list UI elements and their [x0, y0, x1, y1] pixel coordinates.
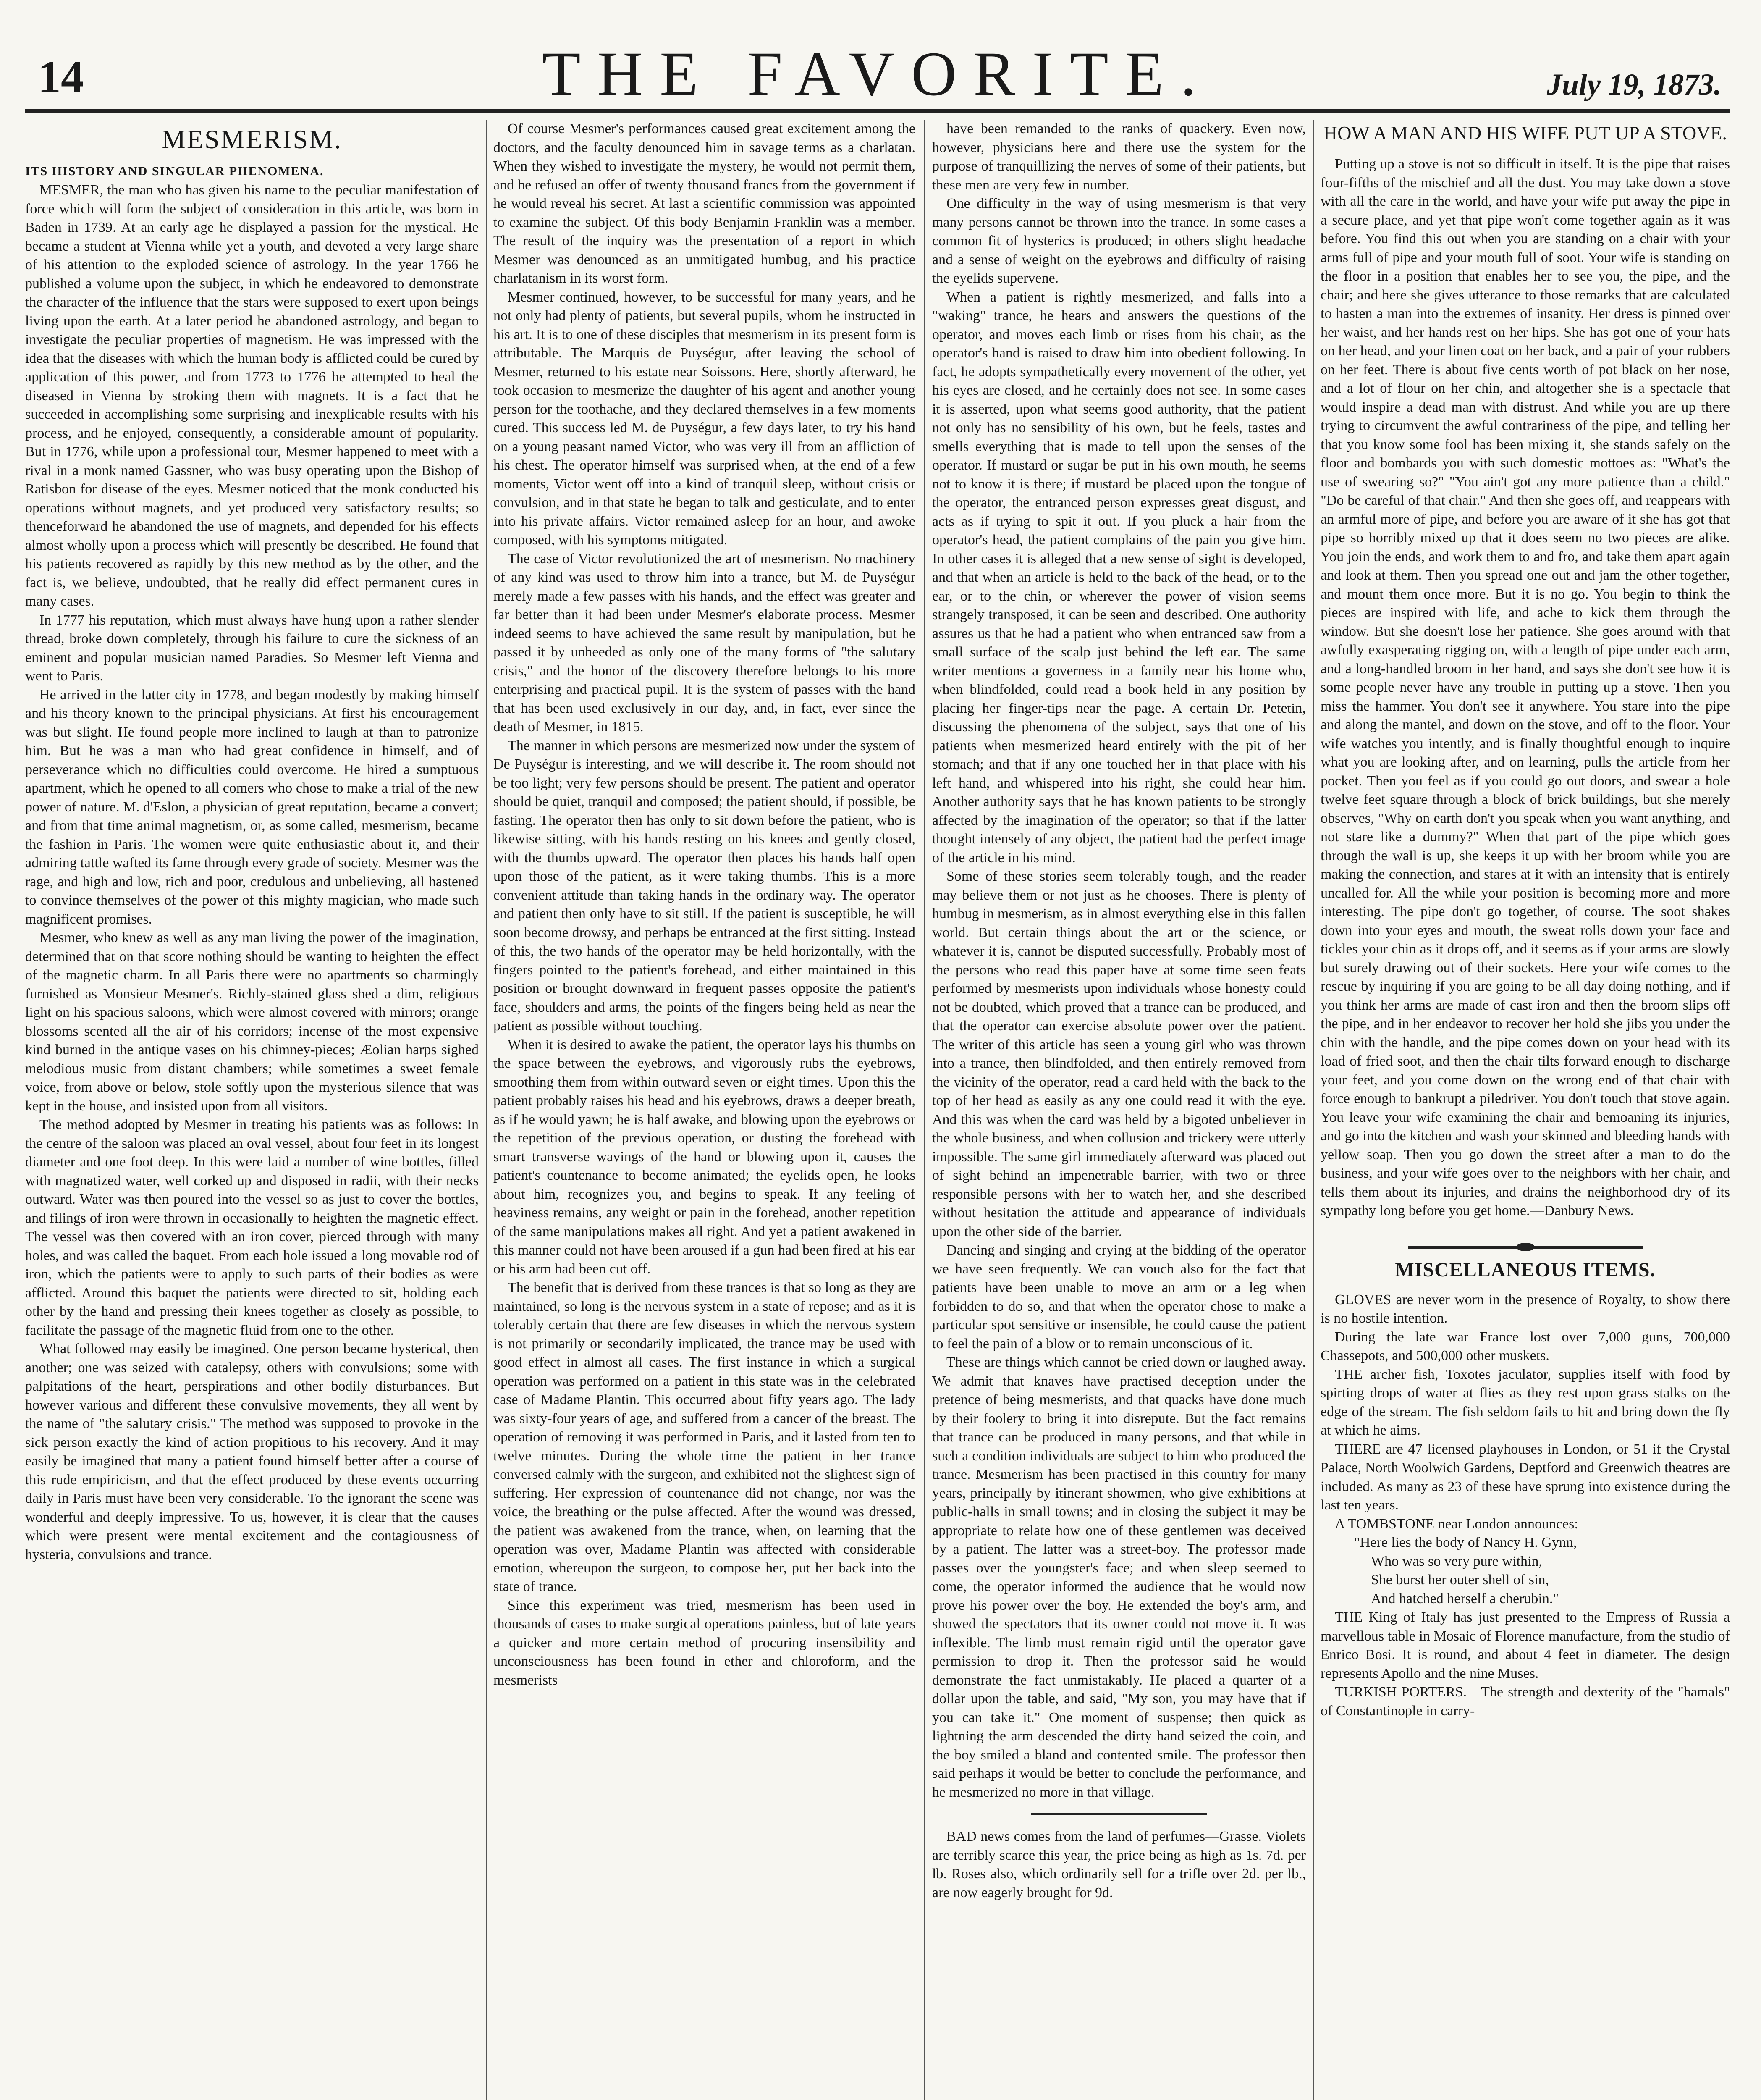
- verse-line: She burst her outer shell of sin,: [1371, 1572, 1549, 1588]
- paragraph: Dancing and singing and crying at the bidding of the operator we have seen frequently. We can vouch also for the fact that patients have been unable to move an arm or a leg when forbidden to do so, and that when the operator chose to make a particular spot sensitive or insensible, he could cause the patient to feel the pain of a blow or to remain unconscious of it.: [932, 1242, 1306, 1352]
- misc-item: GLOVES are never worn in the presence of Royalty, to show there is no hostile intention.: [1321, 1292, 1730, 1326]
- paragraph: The method adopted by Mesmer in treating his patients was as follows: In the centre of the saloon was placed an oval vessel, about four feet in its longest diameter and one foot deep. In this were laid a number of wine bottles, filled with magnatized water, well corked up and disposed in radii, with their necks outward. Water was then poured into the vessel so as just to cover the bottles, and filings of iron were thrown in occasionally to heighten the magnetic effect. The vessel was then covered with an iron cover, pierced through with many holes, and was called the baquet. From each hole issued a long movable rod of iron, which the patients were to apply to such parts of their bodies as were afflicted. Around this baquet the patients were directed to sit, holding each other by the hand and pressing their knees together as closely as possible, to facilitate the passage of the magnetic fluid from one to the other.: [25, 1117, 479, 1338]
- misc-item: THE King of Italy has just presented to the Empress of Russia a marvellous table in Mosaic of Florence manufacture, from the studio of Enrico Bosi. It is round, and about 4 feet in diameter. The design represents Apollo and the nine Muses.: [1321, 1609, 1730, 1681]
- paragraph: Mesmer continued, however, to be successful for many years, and he not only had plenty of patients, but several pupils, whom he instructed in his art. It is to one of these disciples that mesmerism in its present form is attributable. The Marquis de Puységur, after leaving the school of Mesmer, returned to his estate near Soissons. Here, shortly afterward, he took occasion to mesmerize the daughter of his agent and another young person for the toothache, and they declared themselves in a few moments cured. This success led M. de Puységur, a few days later, to try his hand on a young peasant named Victor, who was very ill from an affliction of his chest. The operator himself was surprised when, at the end of a few moments, Victor went off into a kind of tranquil sleep, without crisis or convulsion, and in that state he began to talk and gesticulate, and to enter into his private affairs. Victor remained asleep for an hour, and awoke composed, with his symptoms mitigated.: [493, 289, 915, 548]
- misc-heading: MISCELLANEOUS ITEMS.: [1395, 1258, 1656, 1281]
- paragraph: In 1777 his reputation, which must always have hung upon a rather slender thread, broke down completely, through his failure to cure the sickness of an eminent and popular musician named Paradies. So Mesmer left Vienna and went to Paris.: [25, 612, 479, 684]
- misc-item: During the late war France lost over 7,000 guns, 700,000 Chassepots, and 500,000 other muskets.: [1321, 1329, 1730, 1363]
- paragraph: When a patient is rightly mesmerized, and falls into a "waking" trance, he hears and answers the questions of the operator, and moves each limb or rises from his chair, as the operator's hand is raised to draw him into obedient following. In fact, he adopts sympathetically every movement of the other, yet his eyes are closed, and he certainly does not see. In some cases it is asserted, upon what seems good authority, that the patient not only has no sensibility of his own, but he feels, tastes and smells everything that is made to tell upon the senses of the operator. If mustard or sugar be put in his own mouth, he seems not to know it is there; if mustard be placed upon the tongue of the operator, the entranced person expresses great disgust, and acts as if trying to spit it out. If you pluck a hair from the operator's head, the patient complains of the pain you give him. In other cases it is alleged that a new sense of sight is developed, and that when an article is held to the back of the head, or to the ear, or to the chin, or wherever the power of vision seems strangely transposed, it can be seen and described. One authority assures us that he had a patient who when entranced saw from a small surface of the scalp just behind the left ear. The same writer mentions a governess in a family near his home who, when blindfolded, could read a book held in any position by placing her finger-tips near the page. A certain Dr. Petetin, discussing the phenomena of the subject, says that one of his patients when mesmerized heard entirely with the pit of her stomach; and that if any one touched her in that place with his left hand, and whispered into his right, she could hear him. Another authority says that he has known patients to be strongly affected by the imagination of the operator; so that if the latter thought intensely of any object, the patient had the perfect image of the article in his mind.: [932, 289, 1306, 866]
- paragraph: Mesmer, who knew as well as any man living the power of the imagination, determined that on that score nothing should be wanting to heighten the effect of the magnetic charm. In all Paris there were no apartments so charmingly furnished as Monsieur Mesmer's. Richly-stained glass shed a dim, religious light on his spacious saloons, which were almost covered with mirrors; orange blossoms scented all the air of his corridors; incense of the most expensive kind burned in the antique vases on his chimney-pieces; Æolian harps sighed melodious music from distant chambers; while sometimes a sweet female voice, from above or below, stole softly upon the mysterious silence that was kept in the house, and insisted upon from all visitors.: [25, 930, 479, 1114]
- masthead: [25, 21, 1730, 113]
- paragraph: MESMER, the man who has given his name to the peculiar manifestation of force which will form the subject of consideration in this article, was born in Baden in 1739. At an early age he displayed a passion for the mystical. He became a student at Vienna while yet a youth, and devoted a very large share of his attention to the exploded science of astrology. In the year 1766 he published a volume upon the subject, in which he endeavored to demonstrate the character of the influence that the stars were supposed to exert upon beings living upon the earth. At a later period he abandoned astrology, and began to investigate the peculiar properties of magnetism. He was impressed with the idea that the diseases with which the human body is afflicted could be cured by application of this power, and from 1773 to 1776 he attempted to heal the diseased in Vienna by stroking them with magnets. It is a fact that he succeeded in accomplishing some surprising and inexplicable results with his process, and he enjoyed, consequently, a considerable amount of popularity. But in 1776, while upon a professional tour, Mesmer happened to meet with a rival in a monk named Gassner, who was busy operating upon the Bishop of Ratisbon for disease of the eyes. Mesmer noticed that the monk conducted his operations without magnets, and yet produced very satisfactory results; so thenceforward he abandoned the use of magnets, and depended for his effects almost wholly upon a process which will presently be described. He found that his patients recovered as rapidly by this new method as by the other, and the fact is, we believe, undoubted, that he really did effect permanent cures in many cases.: [25, 182, 479, 609]
- newspaper-page: [25, 21, 1730, 2100]
- paragraph: Putting up a stove is not so difficult in itself. It is the pipe that raises four-fifths of the mischief and all the dust. You may take down a stove with all the care in the world, and have your wife put away the pipe in a secure place, and yet that pipe won't come together again as it was before. You find this out when you are standing on a chair with your arms full of pipe and your mouth full of soot. Your wife is standing on the floor in a position that enables her to see you, the pipe, and the chair; and here she gives utterance to those remarks that are calculated to hasten a man into the extremes of insanity. Her dress is pinned over her waist, and her hands rest on her hips. She has got one of your hats on her head, and your linen coat on her back, and a pair of your rubbers on her feet. There is about five cents worth of pot black on her nose, and a lot of flour on her chin, and altogether she is a spectacle that would inspire a dead man with distrust. And while you are up there trying to circumvent the awful contrariness of the pipe, and telling her that you know some fool has been mixing it, she stands safely on the floor and bombards you with such domestic mottoes as: "What's the use of swearing so?" "You ain't got any more patience than a child." "Do be careful of that chair." And then she goes off, and reappears with an armful more of pipe, and before you are aware of it she has got that pipe so horribly mixed up that it does seem no two pieces are alike. You join the ends, and work them to and fro, and take them apart again and look at them. Then you spread one out and jam the other together, and mount them once more. But it is no go. You begin to think the pieces are inspired with life, and ache to kick them through the window. But she doesn't lose her patience. She goes around with that awfully exasperating rigging on, with a length of pipe under each arm, and a long-handled broom in her hand, and says she don't see how it is some people never have any trouble in putting up a stove. Then you miss the hammer. You don't see it anywhere. You stare into the pipe and along the mantel, and down on the stove, and off to the floor. Your wife watches you intently, and is finally thoughtful enough to inquire what you are looking after, and on learning, pulls the article from her pocket. Then you feel as if you could go out doors, and swear a hole twelve feet square through a block of brick buildings, but she merely observes, "Why on earth don't you speak when you want anything, and not stare like a dummy?" When that part of the pipe which goes through the wall is up, she keeps it up with her broom while you are making the connection, and stares at it with an intensity that is entirely uncalled for. All the while your position is becoming more and more interesting. The pipe don't go together, of course. The soot shakes down into your eyes and mouth, the sweat rolls down your face and tickles your chin as it drops off, and it seems as if your arms are slowly but surely drawing out of their sockets. Here your wife comes to the rescue by inquiring if you are going to be all day doing nothing, and if you think her arms are made of cast iron and then the broom slips off the pipe, and in her endeavor to recover her hold she jibs you under the chin with the handle, and the pipe comes down on your head with its load of fried soot, and then the chair tilts forward enough to discharge your feet, and you come down on the wrong end of that chair with force enough to bankrupt a piledriver. You don't touch that stove again. You leave your wife examining the chair and bemoaning its injuries, and go into the kitchen and wash your skinned and bleeding hands with yellow soap. Then you go down the street after a man to do the business, and your wife goes over to the neighbors with her chair, and tells them about its injuries, and drains the neighborhood dry of its sympathy long before you get home.—Danbury News.: [1321, 156, 1730, 1218]
- verse-line: And hatched herself a cherubin.": [1371, 1591, 1559, 1606]
- verse-line: Who was so very pure within,: [1371, 1553, 1542, 1569]
- page-number: 14: [38, 51, 84, 102]
- paragraph: One difficulty in the way of using mesmerism is that very many persons cannot be thrown into the trance. In some cases a common fit of hysterics is produced; in others slight headache and a sense of weight on the eyebrows and difficulty of raising the eyelids supervene.: [932, 196, 1306, 286]
- column-4: [1321, 120, 1730, 2100]
- paragraph: These are things which cannot be cried down or laughed away. We admit that knaves have practised deception under the pretence of being mesmerists, and that quacks have done much by their foolery to bring it into disrepute. But the fact remains that trance can be produced in many persons, and that while in such a condition individuals are subject to him who produced the trance. Mesmerism has been practised in this country for many years, principally by itinerant showmen, who give exhibitions at public-halls in small towns; and in closing the subject it may be appropriate to relate how one of these gentlemen was deceived by a patient. The latter was a street-boy. The professor made passes over the youngster's face; and when sleep seemed to come, the operator informed the audience that he would now prove his power over the boy. He extended the boy's arm, and showed the spectators that its owner could not move it. It was inflexible. The limb must remain rigid until the operator gave permission to drop it. Then the professor said he would demonstrate the fact unmistakably. He placed a quarter of a dollar upon the table, and said, "My son, you may have that if you can take it." One moment of suspense; then quick as lightning the arm descended the dirty hand seized the coin, and the boy smiled a bland and contented smile. The professor then said perhaps it would be better to conclude the performance, and he mesmerized no more in that village.: [932, 1354, 1306, 1800]
- paragraph: The benefit that is derived from these trances is that so long as they are maintained, so long is the nervous system in a state of repose; and as it is tolerably certain that there are few diseases in which the nervous system is not primarily or secondarily implicated, the trance may be used with good effect in almost all cases. The first instance in which a surgical operation was performed on a patient in this state was in the celebrated case of Madame Plantin. This occurred about fifty years ago. The lady was sixty-four years of age, and suffered from a cancer of the breast. The operation of removing it was performed in Paris, and it lasted from ten to twelve minutes. During the whole time the patient in her trance conversed calmly with the surgeon, and exhibited not the slightest sign of suffering. Her expression of countenance did not change, nor was the voice, the breathing or the pulse affected. After the wound was dressed, the patient was awakened from the trance, when, on learning that the operation was over, Madame Plantin was affected with considerable emotion, whereupon the surgeon, to compose her, put her back into the state of trance.: [493, 1280, 915, 1594]
- issue-date: July 19, 1873.: [1546, 68, 1722, 101]
- misc-item: A TOMBSTONE near London announces:—: [1335, 1516, 1593, 1532]
- section-rule: [1031, 1813, 1207, 1816]
- misc-item: THERE are 47 licensed playhouses in London, or 51 if the Crystal Palace, North Woolwich Gardens, Deptford and Greenwich theatres are included. As many as 23 of these have sprung into existence during the last ten years.: [1321, 1441, 1730, 1513]
- paragraph: Of course Mesmer's performances caused great excitement among the doctors, and the faculty denounced him in savage terms as a charlatan. When they wished to investigate the mystery, he would not permit them, and he refused an offer of twenty thousand francs from the government if he would reveal his secret. At last a scientific commission was appointed to examine the subject. Of this body Benjamin Franklin was a member. The result of the inquiry was the presentation of a report in which Mesmer was denounced as an unmitigated humbug, and his practice charlatanism in its worst form.: [493, 121, 915, 286]
- misc-item: THE archer fish, Toxotes jaculator, supplies itself with food by spirting drops of water at flies as they rest upon grass stalks on the edge of the stream. The fish seldom fails to hit and bring down the fly at which he aims.: [1321, 1366, 1730, 1438]
- paragraph: Some of these stories seem tolerably tough, and the reader may believe them or not just as he chooses. There is plenty of humbug in mesmerism, as in almost everything else in this fallen world. But certain things about the art or the science, or whatever it is, cannot be disputed successfully. Probably most of the persons who read this paper have at some time seen feats performed by mesmerists upon individuals whose honesty could not be doubted, which proved that a trance can be produced, and that the operator can exercise absolute power over the patient. The writer of this article has seen a young girl who was thrown into a trance, then blindfolded, and then entirely removed from the vicinity of the operator, read a card held with the back to the top of her head as easily as any one could read it with the eye. And this was when the card was held by a bigoted unbeliever in the whole business, and when collusion and trickery were utterly impossible. The same girl immediately afterward was placed out of sight behind an impenetrable barrier, with two or three responsible persons with her to watch her, and she described without hesitation the attitude and appearance of individuals upon the other side of the barrier.: [932, 869, 1306, 1239]
- news-item: BAD news comes from the land of perfumes—Grasse. Violets are terribly scarce this year, the price being as high as 1s. 7d. per lb. Roses also, which ordinarily sell for a trifle over 2d. per lb., are now eagerly brought for 9d.: [932, 1829, 1306, 1900]
- column-3: [932, 120, 1306, 2100]
- paragraph: What followed may easily be imagined. One person became hysterical, then another; one was seized with catalepsy, others with convulsions; some with palpitations of the heart, perspirations and other bodily disturbances. But however various and different these convulsive movements, they all went by the name of "the salutary crisis." The method was supposed to provoke in the sick person exactly the kind of action propitious to his recovery. And it may easily be imagined that many a patient found himself better after a course of this rude empiricism, and that the effect produced by these events occurring daily in Paris must have been very considerable. To the ignorant the scene was wonderful and deeply impressive. To us, however, it is clear that the causes which were present were mental excitement and the contagiousness of hysteria, convulsions and trance.: [25, 1341, 479, 1562]
- paragraph: When it is desired to awake the patient, the operator lays his thumbs on the space between the eyebrows, and vigorously rubs the eyebrows, smoothing them from within outward seven or eight times. Upon this the patient probably raises his head and his eyebrows, draws a deeper breath, as if he would yawn; he is half awake, and blowing upon the eyebrows or the repetition of the previous operation, or dusting the forehead with smart transverse wavings of the hand or blowing upon it, causes the patient's countenance to become animated; the eyelids open, he looks about him, recognizes you, and begins to speak. If any feeling of heaviness remains, any weight or pain in the forehead, another repetition of the same manipulations makes all right. And yet a patient awakened in this manner could not have been aroused if a gun had been fired at his ear or his arm had been cut off.: [493, 1037, 915, 1277]
- paragraph: have been remanded to the ranks of quackery. Even now, however, physicians here and there use the system for the purpose of tranquillizing the nerves of some of their patients, but these men are very few in number.: [932, 121, 1306, 193]
- stove-article-heading: HOW A MAN AND HIS WIFE PUT UP A STOVE.: [1323, 122, 1727, 144]
- column-2: [493, 120, 915, 2100]
- column-divider: [1313, 120, 1314, 2100]
- column-divider: [924, 120, 925, 2100]
- paragraph: The manner in which persons are mesmerized now under the system of De Puységur is interesting, and we will describe it. The room should not be too light; very few persons should be present. The patient and operator should be quiet, tranquil and composed; the patient should, if possible, be fasting. The operator then has only to sit down before the patient, who is likewise sitting, with his hands resting on his knees and gently closed, with the thumbs upward. The operator then places his hands half open upon those of the patient, as it were taking thumbs. This is a more convenient attitude than taking hands in the ordinary way. The operator and patient then only have to sit still. If the patient is susceptible, he will soon become drowsy, and perhaps be entranced at the first sitting. Instead of this, the two hands of the operator may be held horizontally, with the fingers pointed to the patient's forehead, and either maintained in this position or brought downward in frequent passes opposite the patient's face, shoulders and arms, the points of the fingers being held as near the patient as possible without touching.: [493, 738, 915, 1034]
- verse-line: "Here lies the body of Nancy H. Gynn,: [1354, 1535, 1577, 1550]
- misc-item: TURKISH PORTERS.—The strength and dexterity of the "hamals" of Constantinople in carry-: [1321, 1684, 1730, 1719]
- column-1: [25, 120, 479, 2100]
- article-subheading: ITS HISTORY AND SINGULAR PHENOMENA.: [25, 164, 324, 178]
- columns: [25, 120, 1730, 2100]
- paragraph: Since this experiment was tried, mesmerism has been used in thousands of cases to make surgical operations painless, but of late years a quicker and more certain method of procuring insensibility and unconsciousness has been found in ether and chloroform, and the mesmerists: [493, 1597, 915, 1688]
- paragraph: He arrived in the latter city in 1778, and began modestly by making himself and his theory known to the principal physicians. At first his encouragement was but slight. He found people more inclined to laugh at than to patronize him. But he was a man who had great confidence in himself, and of perseverance which no difficulties could overcome. He hired a sumptuous apartment, which he opened to all comers who chose to make a trial of the new power of nature. M. d'Eslon, a physician of great reputation, became a convert; and from that time animal magnetism, or, as some called, mesmerism, became the fashion in Paris. The women were quite enthusiastic about it, and their admiring tattle wafted its fame through every grade of society. Mesmer was the rage, and high and low, rich and poor, credulous and unbelieving, all hastened to convince themselves of the power of this mighty magician, who made such magnificent promises.: [25, 687, 479, 927]
- epitaph-verse: [1321, 1533, 1730, 1608]
- ornamental-rule: [1408, 1244, 1643, 1250]
- newspaper-title: THE FAVORITE.: [542, 39, 1213, 109]
- article-heading: MESMERISM.: [161, 124, 343, 154]
- column-divider: [486, 120, 487, 2100]
- paragraph: The case of Victor revolutionized the art of mesmerism. No machinery of any kind was used to throw him into a trance, but M. de Puységur merely made a few passes with his hands, and the effect was greater and far better than it had been under Mesmer's elaborate process. Mesmer indeed seems to have achieved the same result by manipulation, but he passed it by unheeded as only one of the many forms of "the salutary crisis," and the honor of the discovery therefore belongs to his more enterprising and practical pupil. It is the system of passes with the hand that has been used exclusively in our day, and, in fact, ever since the death of Mesmer, in 1815.: [493, 551, 915, 735]
